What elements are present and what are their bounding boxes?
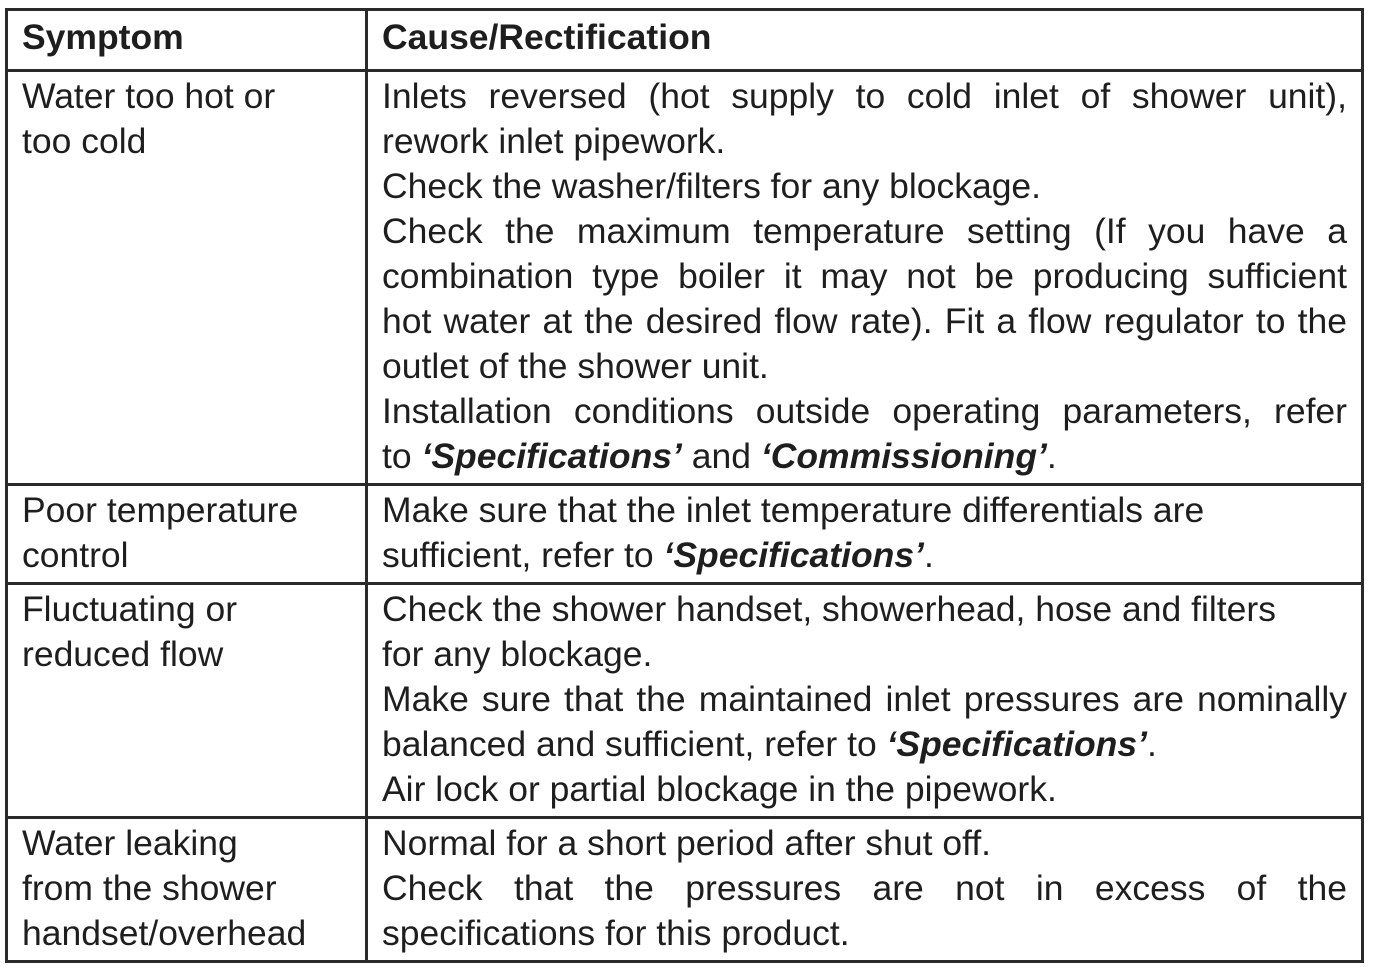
symptom-line: Water leaking — [22, 823, 238, 863]
text: balanced and sufficient, refer to — [382, 724, 887, 764]
table-row — [7, 485, 1363, 584]
text: . — [923, 535, 934, 575]
text: to — [382, 436, 422, 476]
symptom-line: Fluctuating or — [22, 589, 238, 629]
table-row — [7, 584, 1363, 818]
cause-line: Air lock or partial blockage in the pipework. — [382, 769, 1057, 809]
symptom-line: Water too hot or — [22, 76, 276, 116]
symptom-line: handset/overhead — [22, 913, 307, 953]
symptom-line: Poor temperature — [22, 490, 299, 530]
cause-line — [382, 533, 1347, 578]
cause-line — [382, 434, 1347, 479]
symptom-cell — [7, 71, 367, 485]
text: and — [681, 436, 761, 476]
cause-line: rework inlet pipework. — [382, 121, 726, 161]
reference-specifications: ‘Specifications’ — [421, 436, 682, 476]
cause-line: Make sure that the inlet temperature differentials are — [382, 490, 1205, 530]
cause-line: specifications for this product. — [382, 913, 850, 953]
symptom-cell — [7, 485, 367, 584]
symptom-line: control — [22, 535, 129, 575]
cause-line: Check that the pressures are not in excess of the — [382, 868, 1347, 908]
text: sufficient, refer to — [382, 535, 664, 575]
troubleshooting-table — [5, 8, 1364, 963]
cause-line: for any blockage. — [382, 634, 653, 674]
symptom-line: from the shower — [22, 868, 277, 908]
table-row — [7, 71, 1363, 485]
symptom-line: reduced flow — [22, 634, 224, 674]
reference-commissioning: ‘Commissioning’ — [760, 436, 1047, 476]
cause-line: Installation conditions outside operating parameters, refer — [382, 391, 1347, 431]
cause-line: Check the washer/filters for any blockage. — [382, 166, 1042, 206]
cause-line: hot water at the desired flow rate). Fit a flow regulator to the — [382, 301, 1347, 341]
reference-specifications: ‘Specifications’ — [886, 724, 1147, 764]
text: . — [1146, 724, 1157, 764]
symptom-line: too cold — [22, 121, 147, 161]
header-cause-rectification: Cause/Rectification — [367, 10, 1363, 71]
symptom-cell — [7, 584, 367, 818]
table-row — [7, 818, 1363, 962]
reference-specifications: ‘Specifications’ — [663, 535, 924, 575]
cause-cell — [367, 584, 1363, 818]
cause-line: Normal for a short period after shut off. — [382, 823, 992, 863]
cause-cell — [367, 485, 1363, 584]
cause-line: Inlets reversed (hot supply to cold inlet of shower unit), — [382, 76, 1347, 116]
cause-line: Check the maximum temperature setting (If you have a — [382, 211, 1347, 251]
cause-line: Make sure that the maintained inlet pressures are nominally — [382, 679, 1347, 719]
header-symptom: Symptom — [7, 10, 367, 71]
cause-cell — [367, 818, 1363, 962]
table-header-row — [7, 10, 1363, 71]
symptom-cell — [7, 818, 367, 962]
text: . — [1046, 436, 1057, 476]
cause-cell — [367, 71, 1363, 485]
cause-line: combination type boiler it may not be producing sufficient — [382, 256, 1347, 296]
cause-line: outlet of the shower unit. — [382, 346, 769, 386]
cause-line: Check the shower handset, showerhead, hose and filters — [382, 589, 1276, 629]
cause-line — [382, 722, 1347, 767]
